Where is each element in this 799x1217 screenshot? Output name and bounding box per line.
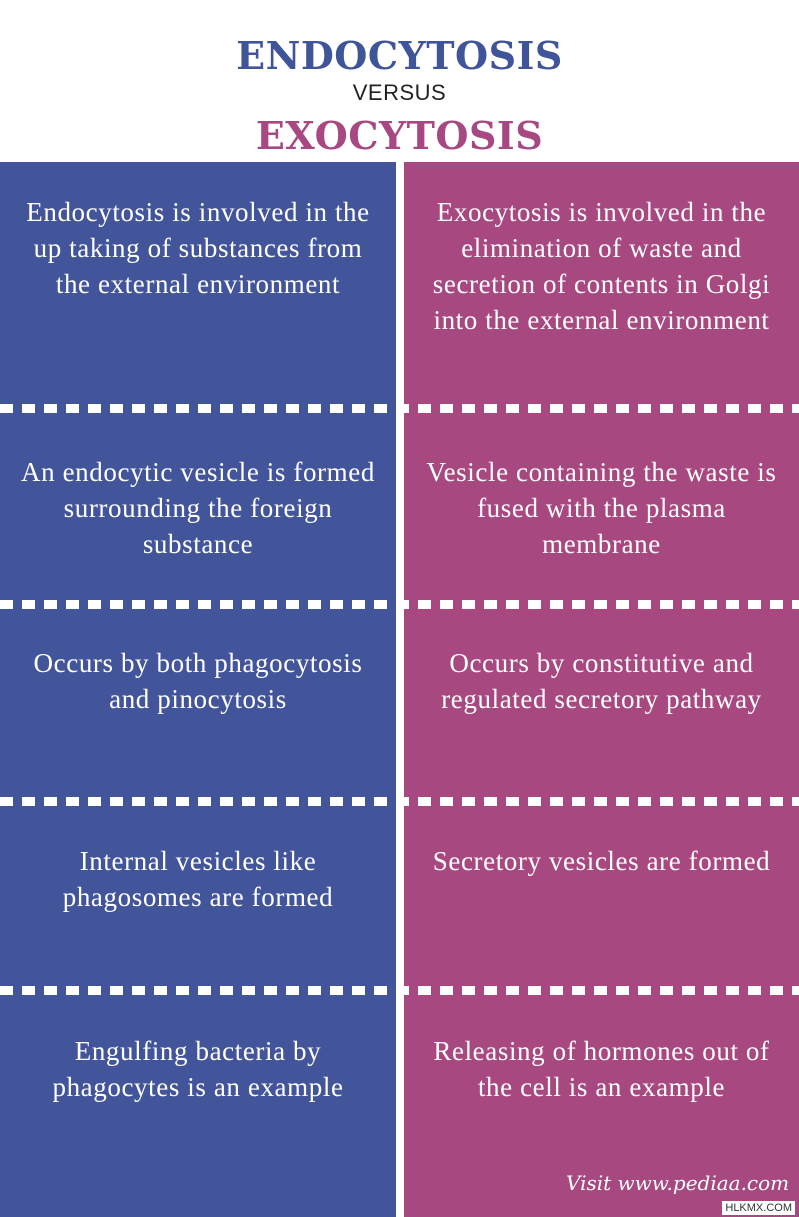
exocytosis-column	[404, 162, 799, 1217]
column-gap	[396, 162, 404, 1217]
exocytosis-row-3	[404, 645, 799, 805]
versus-label: VERSUS	[352, 80, 447, 105]
endocytosis-row-text: Endocytosis is involved in the up taking of substances from the external environment	[26, 197, 370, 299]
exocytosis-row-text: Secretory vesicles are formed	[432, 846, 771, 876]
visit-link[interactable]: Visit www.pediaa.com	[566, 1171, 790, 1195]
exocytosis-row-1	[404, 194, 799, 414]
endocytosis-row-3	[0, 645, 396, 805]
endocytosis-row-2	[0, 454, 396, 614]
endocytosis-row-1	[0, 194, 396, 414]
exocytosis-title: EXOCYTOSIS	[255, 113, 544, 158]
exocytosis-row-5	[404, 1033, 799, 1193]
row-divider	[0, 600, 799, 609]
endocytosis-column	[0, 162, 396, 1217]
exocytosis-row-text: Exocytosis is involved in the elimination of waste and secretion of contents in Golgi into the external environment	[432, 197, 771, 335]
exocytosis-row-4	[404, 843, 799, 1003]
exocytosis-row-text: Occurs by constitutive and regulated secretory pathway	[441, 648, 762, 714]
row-divider	[0, 404, 799, 413]
endocytosis-title: ENDOCYTOSIS	[236, 33, 563, 78]
exocytosis-row-text: Vesicle containing the waste is fused with the plasma membrane	[426, 457, 777, 559]
header	[0, 0, 799, 162]
endocytosis-row-4	[0, 843, 396, 1003]
row-divider	[0, 986, 799, 995]
exocytosis-row-text: Releasing of hormones out of the cell is an example	[433, 1036, 770, 1102]
endocytosis-row-text: Occurs by both phagocytosis and pinocytosis	[33, 648, 363, 714]
endocytosis-row-5	[0, 1033, 396, 1193]
endocytosis-row-text: An endocytic vesicle is formed surrounding the foreign substance	[21, 457, 375, 559]
row-divider	[0, 797, 799, 806]
endocytosis-row-text: Engulfing bacteria by phagocytes is an example	[52, 1036, 344, 1102]
exocytosis-row-2	[404, 454, 799, 614]
watermark: HLKMX.COM	[722, 1201, 795, 1215]
endocytosis-row-text: Internal vesicles like phagosomes are formed	[62, 846, 334, 912]
